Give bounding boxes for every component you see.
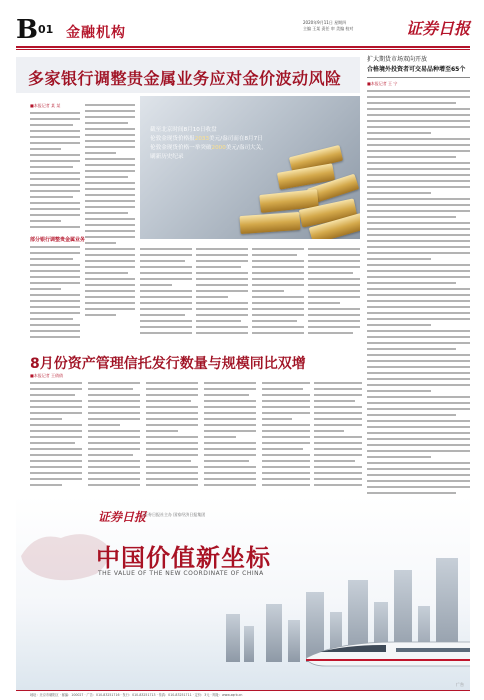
main-byline: ■本报记者 某 某 <box>30 103 61 108</box>
side-rule <box>367 77 470 78</box>
ad-subtitle: THE VALUE OF THE NEW COORDINATE OF CHINA <box>98 570 264 577</box>
header-rule-thin <box>16 49 470 50</box>
second-text-col-3 <box>146 382 198 490</box>
page-number: 01 <box>38 23 54 36</box>
main-text-col-1 <box>30 112 80 232</box>
gold-bars-photo <box>140 96 360 239</box>
building <box>288 620 300 662</box>
side-byline: ■本报记者 王 宁 <box>367 81 398 86</box>
second-headline: 8月份资产管理信托发行数量与规模同比双增 <box>30 356 306 372</box>
side-article-subtitle: 合格境外投资者可交易品种增至65个 <box>367 66 466 73</box>
side-article-text <box>367 90 470 524</box>
main-subhead: 部分银行调整贵金属业务 <box>30 237 86 243</box>
second-byline: ■本报记者 王倩倩 <box>30 373 64 378</box>
ad-title: 中国价值新坐标 <box>96 544 271 572</box>
header-rule <box>16 46 470 48</box>
high-speed-train <box>306 636 470 670</box>
second-text-col-4 <box>204 382 256 490</box>
header-meta: 2020年9月11日 星期四 主编 王某 责任 审 美编 校对 <box>303 20 354 31</box>
main-text-col-1b <box>30 246 80 342</box>
main-headline: 多家银行调整贵金属业务应对金价波动风险 <box>28 69 342 88</box>
newspaper-logo: 证券日报 <box>405 19 470 38</box>
section-title: 金融机构 <box>66 25 126 41</box>
ad-logo-subtitle: 证券日报社主办 国家经济日报集团 <box>144 512 206 517</box>
side-article <box>367 56 470 528</box>
building <box>226 614 240 662</box>
main-text-col-6 <box>308 248 360 338</box>
building <box>244 626 254 662</box>
advertisement <box>16 496 470 690</box>
second-text-col-5 <box>262 382 310 490</box>
main-text-col-4 <box>196 248 248 338</box>
photo-caption: 截至北京时间8月10日收盘 伦敦金现货价格报2033美元/盎司而在8月7日 伦敦金现货价格一举突破2000美元/盎司大关， 刷新历史纪录 <box>150 127 267 160</box>
main-text-col-5 <box>252 248 304 338</box>
page-header <box>16 14 470 54</box>
second-text-col-1 <box>30 382 82 490</box>
page-code: B <box>16 15 38 45</box>
ad-label: 广告 <box>456 682 464 687</box>
main-text-col-2 <box>85 104 135 320</box>
main-text-col-3 <box>140 248 192 338</box>
second-text-col-2 <box>88 382 140 490</box>
second-text-col-6 <box>314 382 362 490</box>
building <box>266 604 282 662</box>
ad-logo: 证券日报 <box>98 510 147 524</box>
side-article-title: 扩大期货市场双向开放 <box>367 56 428 63</box>
footer-rule <box>16 690 470 691</box>
page-footer: 地址：北京市朝阳区 · 邮编：100027 · 广告：010-83251716 · 发行：010-83251713 · 传真：010-83251711 · 定价：3元 · 网址：www.zqrb.cn <box>30 693 243 697</box>
